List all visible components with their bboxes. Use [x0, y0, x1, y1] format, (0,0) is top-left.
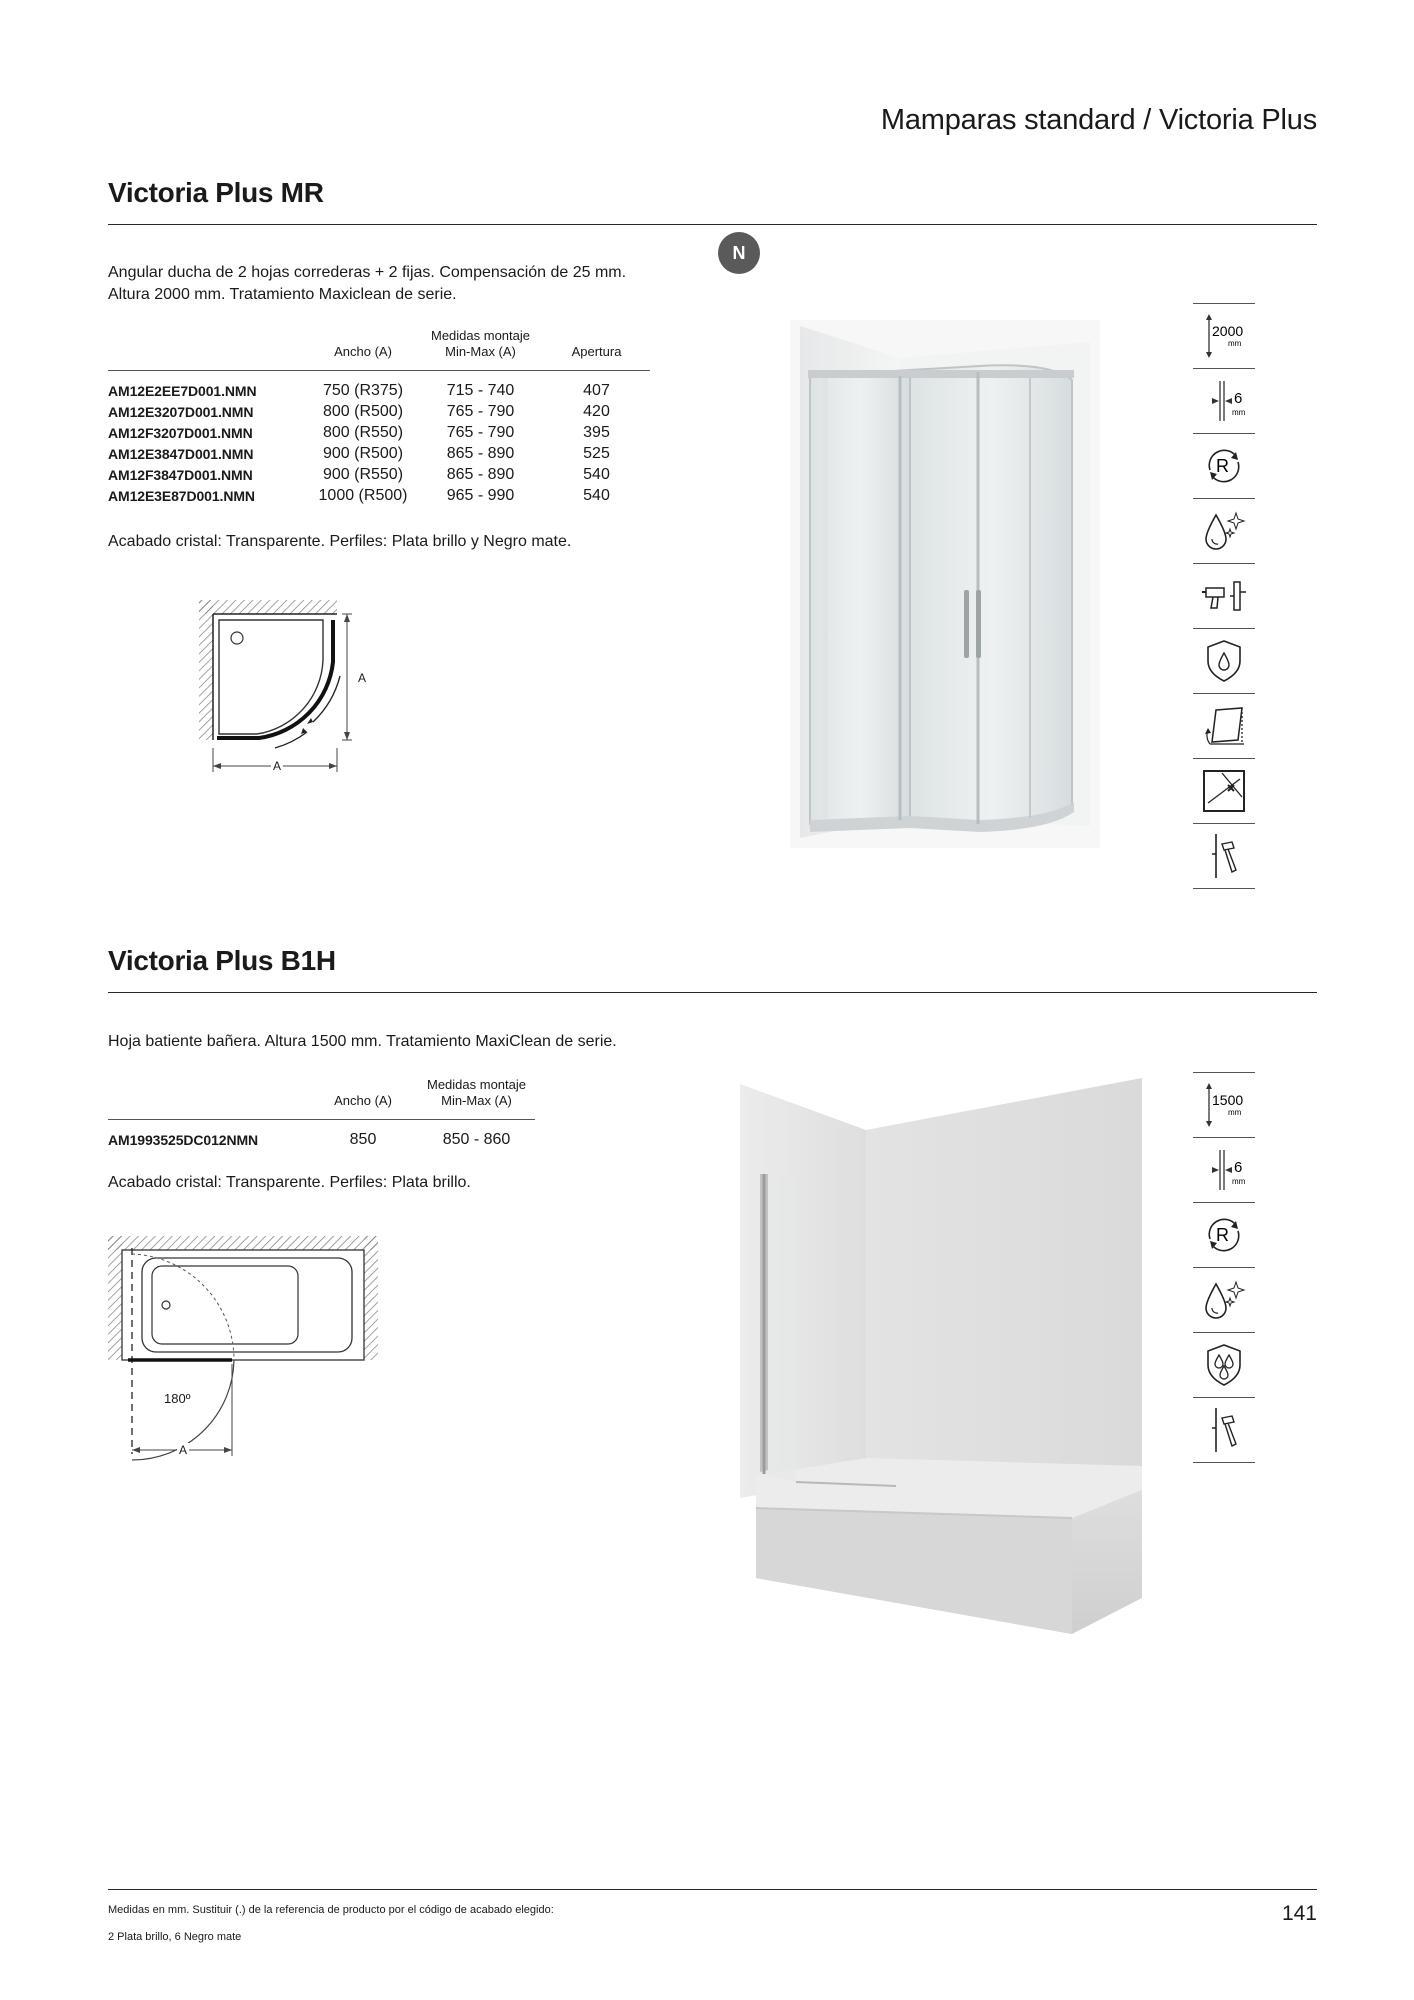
width-value: 850 [349, 1131, 377, 1149]
safety-glass-icon [1193, 759, 1255, 824]
dimension-label-a: A [273, 759, 282, 773]
mount-value: 765 - 790 [446, 424, 515, 441]
header-line: Min-Max (A) [441, 1093, 512, 1108]
product-ref: AM12E3E87D001.NMN [108, 488, 255, 504]
table-row [108, 371, 650, 402]
column-header-width: Ancho (A) [334, 344, 392, 359]
shield-drops-icon [1198, 1339, 1250, 1391]
footer-divider [108, 1889, 1317, 1890]
product-ref: AM12F3207D001.NMN [108, 425, 253, 441]
mount-value: 865 - 890 [446, 466, 515, 483]
product-ref: AM1993525DC012NMN [108, 1132, 259, 1149]
glass-thickness-icon [1193, 369, 1255, 434]
header-line: Medidas montaje [431, 328, 530, 343]
height-unit: mm [1228, 339, 1242, 348]
corner-shower-plan-diagram [195, 598, 375, 778]
section-divider [108, 224, 1317, 225]
opening-value: 540 [583, 487, 610, 504]
thickness-value: 6 [1234, 1159, 1243, 1176]
footer-note: 2 Plata brillo, 6 Negro mate [108, 1931, 242, 1943]
product-ref: AM12F3847D001.NMN [108, 467, 253, 483]
thickness-icon [1198, 375, 1250, 427]
section-title-b1h: Victoria Plus B1H [108, 945, 336, 976]
spec-table-mr [108, 328, 650, 507]
finish-note-b1h: Acabado cristal: Transparente. Perfiles: Plata brillo. [108, 1174, 471, 1191]
product-description-b1h: Hoja batiente bañera. Altura 1500 mm. Tratamiento MaxiClean de serie. [108, 1033, 617, 1050]
section-divider [108, 992, 1317, 993]
column-header-ref [108, 1077, 308, 1120]
height-arrow-icon [1198, 310, 1250, 362]
thickness-value: 6 [1234, 390, 1243, 407]
table-row [108, 423, 650, 444]
shield-drop-icon [1198, 635, 1250, 687]
opening-value: 540 [583, 466, 610, 483]
wall-mount-icon [1193, 824, 1255, 889]
thickness-unit: mm [1232, 1177, 1246, 1186]
width-value: 800 (R550) [322, 424, 404, 441]
table-row [108, 402, 650, 423]
column-header-mount [418, 328, 543, 371]
protection-shield-icon [1193, 629, 1255, 694]
description-line: Altura 2000 mm. Tratamiento Maxiclean de serie. [108, 286, 457, 303]
bathtub-screen-photo [736, 1078, 1146, 1640]
thickness-unit: mm [1232, 408, 1246, 417]
height-unit: mm [1228, 1108, 1242, 1117]
table-row [108, 444, 650, 465]
reversible-r-icon [1198, 440, 1250, 492]
dimension-label-a: A [179, 1443, 188, 1457]
height-arrow-icon [1198, 1079, 1250, 1131]
height-value: 2000 [1212, 323, 1244, 339]
footer-note: Medidas en mm. Sustituir (.) de la referencia de producto por el código de acabado elegido: [108, 1904, 554, 1916]
opening-value: 395 [583, 424, 610, 441]
bathtub-screen-plan-diagram [106, 1234, 386, 1470]
dimension-label-a: A [358, 671, 367, 685]
mount-value: 965 - 990 [446, 487, 515, 504]
mount-value: 765 - 790 [446, 403, 515, 420]
glass-cross-icon [1198, 765, 1250, 817]
feature-icons-b1h [1193, 1072, 1255, 1463]
easy-clean-icon [1193, 499, 1255, 564]
installation-tools-icon [1193, 564, 1255, 629]
reversible-icon [1193, 1203, 1255, 1268]
product-ref: AM12E3207D001.NMN [108, 404, 254, 420]
reversible-icon [1193, 434, 1255, 499]
mount-value: 715 - 740 [446, 382, 515, 400]
reversible-r-icon [1198, 1209, 1250, 1261]
product-ref: AM12E2EE7D001.NMN [108, 383, 257, 400]
header-line: Medidas montaje [427, 1077, 526, 1092]
thickness-icon [1198, 1144, 1250, 1196]
column-header-ref [108, 328, 308, 371]
opening-value: 407 [583, 382, 610, 400]
height-value: 1500 [1212, 1092, 1244, 1108]
anti-limescale-shield-icon [1193, 1333, 1255, 1398]
product-description-mr [108, 262, 626, 306]
new-badge: N [718, 232, 760, 274]
corner-shower-photo [790, 320, 1100, 848]
mount-value: 850 - 860 [442, 1131, 511, 1149]
column-header-opening: Apertura [571, 344, 622, 359]
header-line: Min-Max (A) [445, 344, 516, 359]
finish-note-mr: Acabado cristal: Transparente. Perfiles: Plata brillo y Negro mate. [108, 533, 572, 550]
description-line: Angular ducha de 2 hojas correderas + 2 fijas. Compensación de 25 mm. [108, 264, 627, 281]
table-row [108, 486, 650, 507]
height-2000-icon [1193, 304, 1255, 369]
opening-panel-icon [1193, 694, 1255, 759]
width-value: 1000 (R500) [318, 487, 408, 504]
easy-clean-icon [1193, 1268, 1255, 1333]
column-header-width: Ancho (A) [334, 1093, 392, 1108]
water-drop-sparkle-icon [1198, 1274, 1250, 1326]
section-title-mr: Victoria Plus MR [108, 177, 324, 208]
opening-value: 525 [583, 445, 610, 462]
reversible-letter: R [1216, 1225, 1229, 1245]
width-value: 900 (R500) [322, 445, 404, 462]
spec-table-b1h [108, 1077, 535, 1151]
water-drop-sparkle-icon [1198, 505, 1250, 557]
glass-thickness-icon [1193, 1138, 1255, 1203]
product-ref: AM12E3847D001.NMN [108, 446, 254, 462]
angle-label: 180º [164, 1391, 191, 1406]
column-header-mount [418, 1077, 535, 1120]
wall-mount-icon [1193, 1398, 1255, 1463]
feature-icons-mr [1193, 303, 1255, 889]
hammer-wall-icon [1198, 1404, 1250, 1456]
width-value: 900 (R550) [322, 466, 404, 483]
height-1500-icon [1193, 1073, 1255, 1138]
mount-value: 865 - 890 [446, 445, 515, 462]
panel-rotate-icon [1198, 700, 1250, 752]
width-value: 750 (R375) [322, 382, 404, 400]
drill-tool-icon [1198, 570, 1250, 622]
table-row [108, 1120, 535, 1151]
page-header: Mamparas standard / Victoria Plus [880, 104, 1317, 136]
page-number: 141 [1281, 1902, 1317, 1925]
width-value: 800 (R500) [322, 403, 404, 420]
table-row [108, 465, 650, 486]
reversible-letter: R [1216, 456, 1229, 476]
hammer-wall-icon [1198, 830, 1250, 882]
opening-value: 420 [583, 403, 610, 420]
